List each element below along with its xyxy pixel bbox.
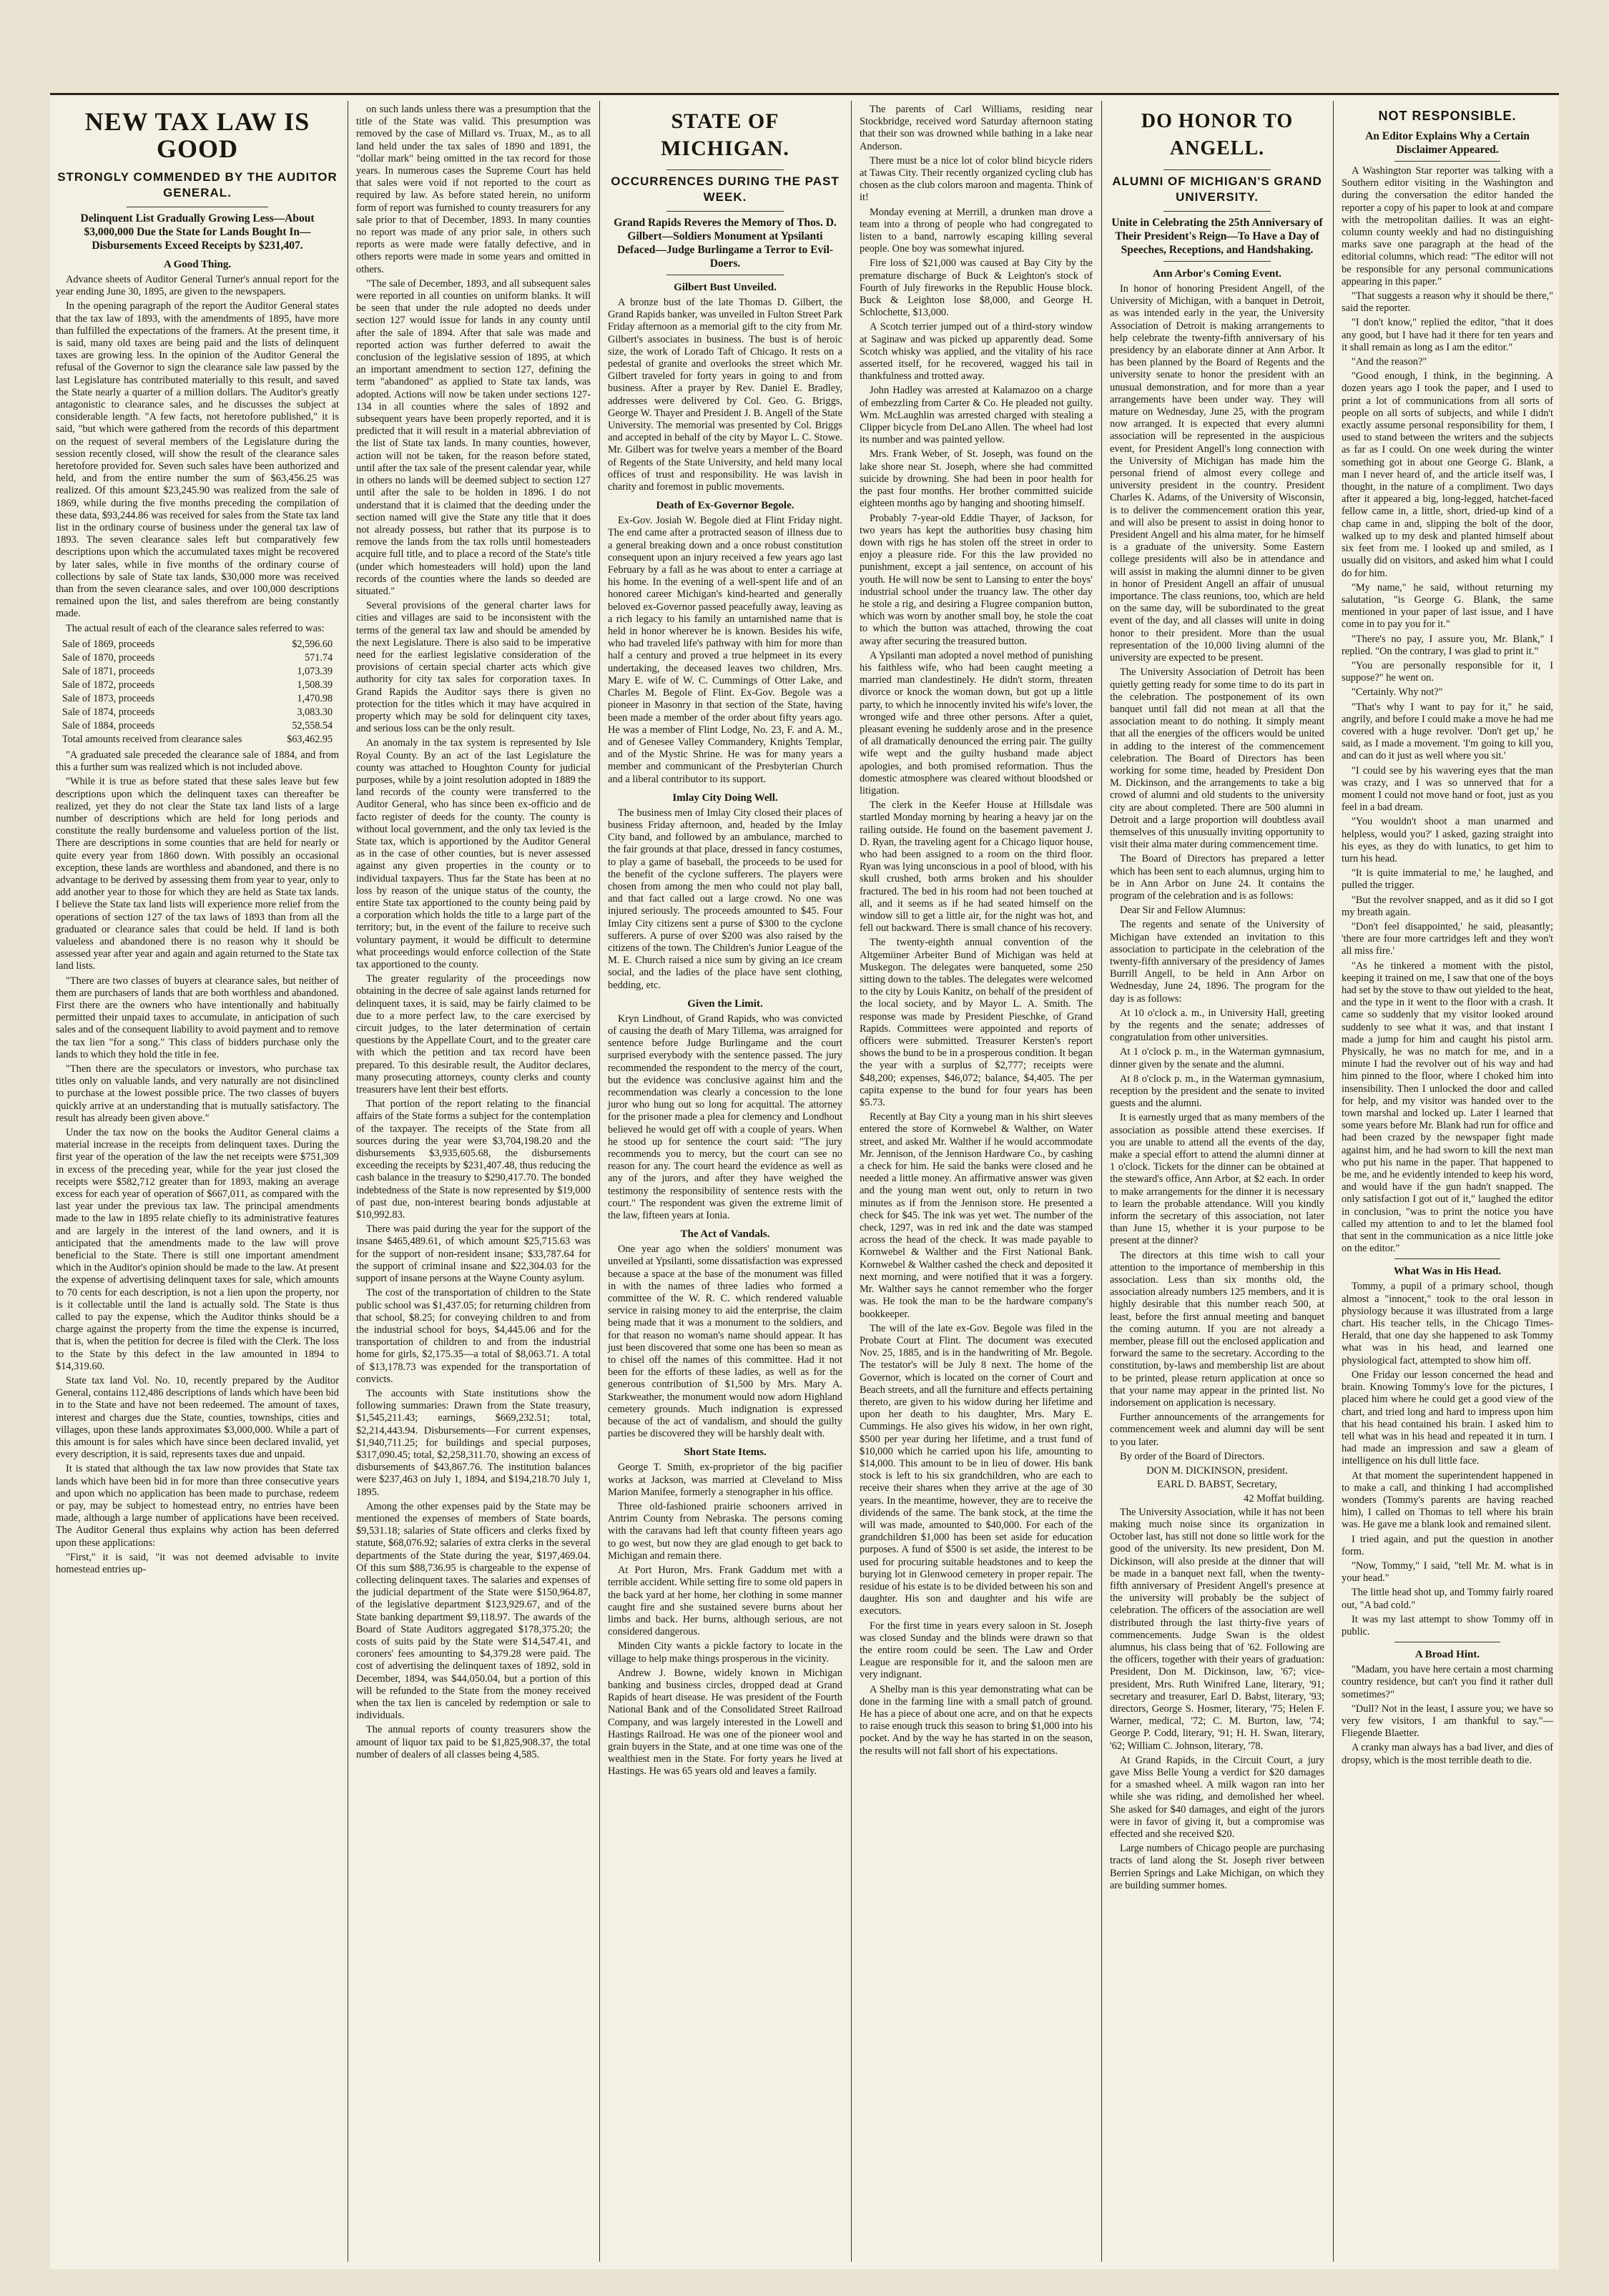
table-row (61, 692, 333, 706)
paragraph: The parents of Carl Williams, residing near Stockbridge, received word Saturday afternoon stating that their son was drowned while bathing in a lake near Anderson. (860, 104, 1093, 152)
paragraph: "I could see by his wavering eyes that the man was crazy, and I was so unnerved that for a moment I could not move hand or foot, just as you feel in a bad dream. (1342, 764, 1553, 814)
subdeck-not-responsible: An Editor Explains Why a Certain Disclaimer Appeared. (1365, 130, 1530, 156)
paragraph: The greater regularity of the proceedings now obtaining in the decree of sale against lands returned for delinquent taxes, it is said, may be fairly claimed to be due to a more perfect law, to the care exercised by circuit judges, to the later determination of certain questions by the Appellate Court, and to the greater care with which the petition and tax record have been prepared. To this desirable result, the Auditor declares, many prosecuting attorneys, county clerks and county treasurers have lent their best efforts. (356, 973, 591, 1096)
paragraph: By order of the Board of Directors. (1120, 1450, 1265, 1462)
section-title: A Good Thing. (163, 259, 232, 270)
deck-tax-law: STRONGLY COMMENDED BY THE AUDITOR GENERAL. (57, 170, 338, 199)
paragraph: A Shelby man is this year demonstrating what can be done in the farming line with a small patch of ground. He has a piece of about one acre, and on that he expects to raise enough truck this season to bring $1,000 into his pocket. And by the way he has started in on the season, the results will not fall short of his expectations. (860, 1683, 1093, 1757)
sale-label: Sale of 1872, proceeds (61, 679, 155, 691)
paragraph: The University Association of Detroit has been quietly getting ready for some time to do its part in the celebration. The postponement of its own banquet until fall did not mean at all that the association meant to do nothing. It simply meant that all the energies of the officers would be united in adding to the interest of the commencement celebration. The Board of Directors has been working for some time, headed by President Don M. Dickinson, and the arrangements to take a big crowd of alumni and old students to the university city are about completed. There are 500 alumni in Detroit and a large proportion will doubtless avail themselves of this unusually inviting opportunity to visit their alma mater during commencement time. (1110, 666, 1324, 851)
paragraph: "A graduated sale preceded the clearance sale of 1884, and from this a further sum was realized which is not included above. (56, 749, 339, 774)
column-rule (599, 101, 600, 2262)
paragraph: Minden City wants a pickle factory to locate in the village to help make things prosperous in the vicinity. (608, 1640, 842, 1665)
divider (1163, 169, 1271, 170)
paragraph: It is earnestly urged that as many members of the association as possible attend these exercises. If you are unable to attend all the events of the day, make a special effort to attend the alumni dinner at 1 o'clock. Tickets for the dinner can be obtained at the steward's office, Ann Arbor, at $2 each. In order to make arrangements for the dinner it is necessary to learn the probable attendance. Will you kindly inform the secretary of this association, not later than June 15, whether it is your purpose to be present at the dinner? (1110, 1112, 1324, 1247)
signature-secretary: EARL D. BABST, Secretary, (1157, 1479, 1277, 1491)
paragraph: One year ago when the soldiers' monument was unveiled at Ypsilanti, some dissatisfaction was expressed because a space at the base of the monument was filled in with the names of three ladies who formed a committee of the W. R. C. which rendered valuable service in raising money to aid the enterprise, the claim being made that it was a monument to the soldiers, and for that reason no woman's name should appear. It has just been discovered that some one has been so mean as to chisel off the names of this committee. Had it not been for the efforts of these ladies, as well as for the generous contribution of $1,500 by Mrs. Mary A. Starkweather, the monument would now adorn Highland cemetery grounds. Much indignation is expressed because of the act of vandalism, and should the guilty parties be discovered they will be harshly dealt with. (608, 1243, 842, 1440)
sale-label: Sale of 1874, proceeds (61, 706, 155, 718)
paragraph: At 10 o'clock a. m., in University Hall, greeting by the regents and the senate; addresses of congratulation from other universities. (1110, 1007, 1324, 1044)
sale-amount: 1,073.39 (297, 665, 333, 677)
sales-table (61, 638, 333, 747)
table-row (61, 719, 333, 733)
sale-amount: 52,558.54 (292, 719, 333, 731)
paragraph: The Board of Directors has prepared a letter which has been sent to each alumnus, urging him to be in Ann Arbor on June 24. It contains the program of the celebration and is as follows: (1110, 853, 1324, 902)
section-title: Imlay City Doing Well. (672, 792, 778, 804)
column-tax-law (50, 104, 345, 2262)
paragraph: Several provisions of the general charter laws for cities and villages are said to be inconsistent with the terms of the general tax law and should be amended by the next Legislature. There is also said to be imperative need for the earliest legislative consideration of the provisions of certain special charter acts which give authority for city tax sales for corporation taxes. In Grand Rapids the Auditor says there is given no protection for the titles which it may have acquired in property which may be sold for delinquent city taxes, and serious loss can be the only result. (356, 600, 591, 735)
section-title: Short State Items. (684, 1447, 767, 1459)
sale-label: Sale of 1873, proceeds (61, 692, 155, 704)
total-label: Total amounts received from clearance sales (61, 733, 242, 745)
paragraph: on such lands unless there was a presumption that the title of the State was valid. This presumption was removed by the case of Millard vs. Truax, M., as to all land held under the tax sales of 1890 and 1891, the "dollar mark" being omitted in the tax record for those years. In numerous cases the Supreme Court has held that sales were void if not reported to the court as required by law. As before stated herein, no uniform form of report was furnished to county treasurers for any sale prior to that of December, 1893. In many counties no report was made of any prior sale, in others such reports as were made were fatally defective, and in others reports were made in some years and omitted in others. (356, 104, 591, 275)
paragraph: "While it is true as before stated that these sales leave but few descriptions upon which the delinquent taxes can thereafter be realized, yet they do not clear the State tax land lists of a large number of descriptions which are held for long periods and constitute the really burdensome and valueless portion of the list. There are descriptions in some counties that are held for nearly or quite every year from 1860 down. With possibly an occasional exception, these lands are worthless and abandoned, and there is no advantage to be derived by assessing them from year to year, only to add another year to those for which they are held as State tax lands. I believe the State tax land lists will experience more relief from the operations of section 127 of the tax laws of 1893 than from all the graduated or clearance sales that could be held. If land is both valueless and abandoned there is no reason why it should be assessed year after year and again and again returned to the State tax land lists. (56, 776, 339, 972)
paragraph: An anomaly in the tax system is represented by Isle Royal County. By an act of the last Legislature the county was attached to Houghton County for judicial purposes, while by a joint resolution adopted in 1889 the land records of the county were transferred to the Auditor General, who has since been ex-officio and de facto register of deeds for the county. The county is without local government, and the only tax levied is the State tax, which is apportioned by the Auditor General as in the case of other counties, but is never assessed against any given properties in the county or to individual taxpayers. Thus far the State has been at no loss by reason of the unique status of the county, the entire State tax apportioned to the county being paid by a corporation which holds the title to a large part of the territory; but, in the event of the failure to receive such voluntary payment, it would be difficult to determine what proceedings would enforce collection of the State tax apportioned to the county. (356, 737, 591, 971)
section-title: Given the Limit. (687, 997, 763, 1010)
section-title: Ann Arbor's Coming Event. (1152, 268, 1282, 280)
paragraph: A bronze bust of the late Thomas D. Gilbert, the Grand Rapids banker, was unveiled in Fulton Street Park Friday afternoon as a memorial gift to the city from Mr. Gilbert's associates in business. The bust is of heroic size, the work of Lorado Taft of Chicago. It rests on a pedestal of granite and overlooks the street which Mr. Gilbert traveled for forty years in going to and from business. After a prayer by Rev. Daniel E. Bradley, addresses were delivered by Col. Geo. G. Briggs, George W. Thayer and President J. B. Angell of the State University. The memorial was presented by Col. Briggs and accepted in behalf of the city by Mayor L. C. Stowe. Mr. Gilbert was for twelve years a member of the Board of Regents of the State University, and held many local offices of trust and responsibility. He was lavish in charity and foremost in public movements. (608, 297, 842, 493)
headline-state-of-michigan: STATE OF MICHIGAN. (661, 109, 789, 160)
paragraph: At 8 o'clock p. m., in the Waterman gymnasium, reception by the president and the senate to invited guests and the alumni. (1110, 1073, 1324, 1110)
paragraph: A Ypsilanti man adopted a novel method of punishing his faithless wife, who had been caught meeting a married man clandestinely. He didn't storm, threaten divorce or knock the woman down, but got up a little party, to which he innocently invited his wife's lover, the wronged wife and three other persons. After a quiet, pleasant evening he suddenly arose and in the presence of all dramatically denounced the erring pair. The guilty wife wept and the guilty husband made abject apologies, and both promised reformation. Thus the domestic atmosphere was cleared without bloodshed or litigation. (860, 649, 1093, 797)
paragraph: Among the other expenses paid by the State may be mentioned the expenses of members of State boards, $9,531.18; salaries of State officers and clerks fixed by statute, $68,076.92; salaries of extra clerks in the several departments of the State during the year, $197,469.04. Of this sum $88,736.95 is chargeable to the expense of collecting delinquent taxes. The salaries and expenses of the judicial department of the State were $150,964.87, of the legislative department $123,929.67, and of the State banking department $9,118.97. The awards of the Board of State Auditors aggregated $178,375.20; the costs of suits paid by the State were $14,547.41, and coroners' fees amounting to $4,379.28 were paid. The cost of advertising the delinquent taxes of 1892, sold in December, 1894, was $44,050.04, but a portion of this will be refunded to the State from the money received when the tax lien is canceled by redemption or sale to individuals. (356, 1500, 591, 1722)
section-title: Gilbert Bust Unveiled. (674, 282, 777, 293)
paragraph: "There are two classes of buyers at clearance sales, but neither of them are purchasers of lands that are both worthless and abandoned. First there are the owners who have intentionally and habitually permitted their unpaid taxes to accumulate, in anticipation of such sales and of the consequent liability to avoid payment and to remove the tax lien "for a song." This class of bidders purchase only the lands to which they hold the title in fee. (56, 975, 339, 1060)
paragraph: The cost of the transportation of children to the State public school was $1,437.05; for returning children from that school, $8.25; for conveying children to and from the industrial school for boys, $4,445.06 and for the transportation of children to and from the industrial home for girls, $2,175.35—a total of $8,063.71. A total of $13,178.73 was expended for the transportation of convicts. (356, 1287, 591, 1385)
headline-tax-law: NEW TAX LAW IS GOOD (84, 107, 310, 163)
sale-amount: 1,470.98 (297, 692, 333, 704)
paragraph: "I don't know," replied the editor, "that it does any good, but I have had it there for ten years and it shall remain as long as I am the editor." (1342, 317, 1553, 353)
paragraph: At that moment the superintendent happened in to make a call, and thinking I had accomplished wonders (Tommy's parents are having reached him), I called on Thomas to tell where his brain was. He gave me a blank look and remained silent. (1342, 1469, 1553, 1531)
sale-label: Sale of 1869, proceeds (61, 638, 155, 650)
sale-label: Sale of 1884, proceeds (61, 719, 155, 731)
paragraph: Mrs. Frank Weber, of St. Joseph, was found on the lake shore near St. Joseph, where she had committed suicide by drowning. She had been in poor health for the past four months. Her brother committed suicide eighteen months ago by hanging and shooting himself. (860, 448, 1093, 510)
paragraph: The regents and senate of the University of Michigan have extended an invitation to this association to participate in the celebration of the twenty-fifth anniversary of the presidency of James Burrill Angell, to be held in Ann Arbor on Wednesday, June 24, 1896. The program for the day is as follows: (1110, 919, 1324, 1005)
paragraph: John Hadley was arrested at Kalamazoo on a charge of embezzling from Carter & Co. He pleaded not guilty. Wm. McLaughlin was arrested charged with stealing a Clipper bicycle from DeLano Allen. The wheel had lost its number and was painted yellow. (860, 385, 1093, 446)
paragraph: Kryn Lindhout, of Grand Rapids, who was convicted of causing the death of Mary Tillema, was arraigned for sentence before Judge Burlingame and the court surprised everybody with the sentence passed. The jury recommended the respondent to the mercy of the court, but the evidence was conclusive against him and the recommendation was clearly a concession to the lone juror who hung out so long for acquittal. The attorney for the prisoner made a plea for clemency and Londhout believed he would get off with a couple of years. When he stood up for sentence the court said: "The jury recommends you to mercy, but the court can see no reason for any. The court heard the evidence as well as any of the jurors, and after they have weighed the testimony the responsibility of sentence rests with the court." The respondent was given the extreme limit of the law, fifteen years at Ionia. (608, 1012, 842, 1222)
column-not-responsible (1336, 104, 1559, 2262)
paragraph: The annual reports of county treasurers show the amount of liquor tax paid to be $1,825,908.37, the total number of dealers of all classes being 4,585. (356, 1724, 591, 1760)
paragraph: "You wouldn't shoot a man unarmed and helpless, would you?' I asked, gazing straight into his eyes, as they do with lunatics, to get him to turn his head. (1342, 816, 1553, 864)
sale-amount: 3,083.30 (297, 706, 333, 718)
table-row (61, 638, 333, 651)
paragraph: The twenty-eighth annual convention of the Altgemiiner Arbeiter Bund of Michigan was held at Muskegon. The delegates were banqueted, some 250 sitting down to the tables. The delegates were welcomed to the city by Louis Kanitz, on behalf of the president of the local society, and by Mayor L. A. Smith. The response was made by President Pieschke, of Grand Rapids. Committees were appointed and reports of officers were submitted. Treasurer Kersten's report shows the bund to be in a prosperous condition. It began the year with a surplus of $2,777; receipts were $48,200; expenses, $46,072; balance, $4,405. The per capita expense to the bund for four years has been $5.73. (860, 937, 1093, 1109)
section-title: What Was in His Head. (1393, 1266, 1502, 1278)
sale-label: Sale of 1871, proceeds (61, 665, 155, 677)
table-row (61, 651, 333, 665)
paragraph: In the opening paragraph of the report the Auditor General states that the tax law of 1893, with the amendments of 1895, have more than fulfilled the expectations of the framers. At the present time, it is said, many old taxes are being paid and the lists of delinquent taxes are growing less. In the opinion of the Auditor General the refusal of the Governor to sign the clearance sale law passed by the last Legislature has contributed materially to this result, and saved the State nearly a quarter of a million dollars. The Auditor's greatly antagonistic to clearance sales, and he discusses the subject at considerable length. "A few facts, not heretofore published," it is said, "but which were gathered from the records of this department on the request of several members of the Legislature during the session recently closed, will show the result of the clearance sales heretofore provided for. Seven such sales have been authorized and held, and from the entire number the sum of $63,456.25 was realized. Of this amount $23,245.90 was realized from the sale of 1869, while during the five months preceding the compilation of these data, $93,244.86 was received for sales from the State tax land list in the ordinary course of business under the general tax law of 1893. The seven clearance sales left but comparatively few descriptions upon which the accumulated taxes might be recovered by later sales, while in five months of the ordinary course of collections by sale of State tax lands, $30,000 more was received than from the seven clearance sales, and over 100,000 descriptions remained upon the list, and sales therefrom are being constantly made. (56, 300, 339, 620)
column-tax-law-continued (350, 104, 596, 2262)
paragraph: Further announcements of the arrangements for commencement week and alumni day will be sent to you later. (1110, 1411, 1324, 1448)
headline-not-responsible: NOT RESPONSIBLE. (1378, 109, 1517, 123)
paragraph: "That suggests a reason why it should be there," said the reporter. (1342, 290, 1553, 315)
paragraph: The business men of Imlay City closed their places of business Friday afternoon, and, headed by the Imlay City band, and followed by an ambulance, marched to the fair grounds at that place, dressed in fancy costumes, to play a game of baseball, the proceeds to be used for the benefit of the cyclone sufferers. The players were chosen from among the men who could not play ball, and that fact called out a large crowd. No one was injured seriously. The proceeds amounted to $45. Four Imlay City citizens sent a purse of $300 to the cyclone sufferers. A purse of over $200 was also raised by the citizens of the town. The Children's Junior League of the M. E. Church raised a nice sum by giving an ice cream social, and the ladies of the place have sent clothing, bedding, etc. (608, 807, 842, 991)
sale-amount: $2,596.60 (292, 638, 333, 650)
sale-amount: 1,508.39 (297, 679, 333, 691)
paragraph: Probably 7-year-old Eddie Thayer, of Jackson, for two years has kept the authorities busy chasing him down with rigs he has stolen off the street in order to enjoy a pleasure ride. For this the law provided no punishment, except a jail sentence, on account of his youth. He will now be sent to Lansing to enter the boys' industrial school under the truancy law. The other day he stole a rig, and desiring a Flugree companion button, which was worn by another small boy, he stole the coat to which the button was attached, throwing the coat away after securing the treasured button. (860, 512, 1093, 647)
paragraph: "As he tinkered a moment with the pistol, keeping it trained on me, I saw that one of the boys had set by the stove to thaw out yielded to the heat, and the type in it went to the floor with a crash. It came so suddenly that my visitor looked around suddenly to see what it was, and that instant I made a jump for him and caught his pistol arm. Physically, he was no match for me, and in a minute I had the revolver out of his way and had him pinned to the floor, where I choked him into insensibility. Then I unlocked the door and called for help, and my visitor was handed over to the town marshal and locked up. Later I learned that some years before Mr. Blank had run for office and had been crazed by the newspaper fight made against him, and he had sworn to kill the next man who put his name in the paper. That happened to be me, and he evidently intended to keep his word, and would have if the gun hadn't snapped. The only satisfaction I got out of it," laughed the editor in conclusion, "was to print the notice you have called my attention to and to let the blamed fool that sent in the communication as a nice little joke on the editor." (1342, 960, 1553, 1255)
paragraph: "Good enough, I think, in the beginning. A dozen years ago I took the paper, and I used to print a lot of communications from all sorts of people on all sorts of subjects, and while I didn't exactly assume personal responsibility for them, I used to stand between the writers and the subjects as far as I could. On one week during the winter something got in about one George G. Blank, a man I never heard of, and the article itself was, I thought, in the nature of a compliment. Two days after it appeared a big, long-legged, hatchet-faced fellow came in, a little, short, dried-up kind of a chap came in and, slipping the bolt of the door, walked up to my desk and planted himself about six feet from me. I looked up and smiled, as I usually did on visitors, and asked him what I could do for him. (1342, 370, 1553, 579)
paragraph: "There's no pay, I assure you, Mr. Blank," I replied. "On the contrary, I was glad to print it." (1342, 633, 1553, 657)
paragraph: It is stated that although the tax law now provides that State tax lands which have been bid in for more than three consecutive years and upon which no application has been made to purchase, redeem or pay, may be subject to homestead entry, no entries have been made, although a large number of applications have been received. The Auditor General thus explains why action has been deferred upon these applications: (56, 1463, 339, 1549)
paragraph: The clerk in the Keefer House at Hillsdale was startled Monday morning by hearing a heavy jar on the railing outside. He found on the basement pavement J. D. Ryan, the traveling agent for a Chicago liquor house, who had been assigned to a room on the third floor. Ryan was lying unconscious in a pool of blood, with his skull crushed, both arms broken and his shoulder fractured. The bed in his room had not been touched at all, and it seems as if he had seated himself on the window sill to get a little air, for the night was hot, and fell out backward. There is small chance of his recovery. (860, 799, 1093, 935)
paragraph: Advance sheets of Auditor General Turner's annual report for the year ending June 30, 1895, are given to the newspapers. (56, 274, 339, 298)
subdeck-angell: Unite in Celebrating the 25th Anniversary of Their President's Reign—To Have a Day of Speeches, Receptions, and Handshaking. (1111, 217, 1323, 256)
paragraph: At 1 o'clock p. m., in the Waterman gymnasium, dinner given by the senate and the alumni. (1110, 1046, 1324, 1070)
total-amount: $63,462.95 (287, 733, 333, 745)
paragraph: The directors at this time wish to call your attention to the importance of membership in this association. Less than six months old, the association already numbers 125 members, and it is highly desirable that this number reach 500, at least, before the first annual meeting and banquet the coming autumn. If you are not already a member, please fill out the enclosed application and forward the same to the secretary. According to the constitution, by-laws and membership list are about to be printed, please return application at once so that your name may appear in the printed list. No indorsement on application is necessary. (1110, 1249, 1324, 1409)
section-title: A Broad Hint. (1414, 1649, 1480, 1661)
subdeck-state-of-michigan: Grand Rapids Reveres the Memory of Thos. D. Gilbert—Soldiers Monument at Ypsilanti Defaced—Judge Burlingame a Terror to Evil-Doers. (614, 217, 837, 270)
divider (1394, 1258, 1500, 1259)
paragraph: "Madam, you have here certain a most charming country residence, but can't you find it rather dull sometimes?" (1342, 1664, 1553, 1700)
column-state-of-michigan (602, 104, 848, 2262)
column-state-items (854, 104, 1098, 2262)
column-rule (1101, 101, 1102, 2262)
paragraph: "Then there are the speculators or investors, who purchase tax titles only on valuable lands, and very naturally are not disinclined to purchase at the lowest possible price. The two classes of buyers quickly arrive at an understanding that is mutually satisfactory. The result has already been given above." (56, 1063, 339, 1124)
paragraph: There must be a nice lot of color blind bicycle riders at Tawas City. Their recently organized cycling club has chosen as the club colors maroon and magenta. Think of it! (860, 154, 1093, 204)
paragraph: The actual result of each of the clearance sales referred to was: (66, 622, 325, 634)
paragraph: The University Association, while it has not been making much noise since its organization in October last, has still not done so little work for the good of the university. Its new president, Don M. Dickinson, will also preside at the dinner that will be made in a banquet next fall, when the twenty-fifth anniversary of President Angell's presence at the university will probably be the subject of celebration. The officers of the association are well distributed through the last thirty-five years of commencements. Judge Swan is the oldest alumnus, his class being that of '62. Following are the officers, together with their years of graduation: President, Don M. Dickinson, law, '67; vice-president, Mrs. Ruth Winifred Lane, literary, '91; secretary and treasurer, Earl D. Babst, literary, '93; directors, George S. Hosmer, literary, '75; Helen F. Warner, medical, '72; C. M. Burton, law, '74; George P. Codd, literary, '91; H. H. Swan, literary, '62; William C. Johnson, literary, '78. (1110, 1506, 1324, 1752)
paragraph: "And the reason?" (1352, 356, 1427, 368)
paragraph: It was my last attempt to show Tommy off in public. (1342, 1613, 1553, 1637)
headline-angell: DO HONOR TO ANGELL. (1141, 110, 1294, 159)
paragraph: "You are personally responsible for it, I suppose?" he went on. (1342, 659, 1553, 684)
paragraph: A Washington Star reporter was talking with a Southern editor visiting in the Washington and during the conversation the editor handed the reporter a copy of his paper to look at and compare with the metropolitan dailies. It was an eight-column county weekly and had no distinguishing marks save one paragraph at the head of the editorial columns, which read: "The editor will not be responsible for any personal communications appearing in this paper." (1342, 165, 1553, 287)
paragraph: At Port Huron, Mrs. Frank Gaddum met with a terrible accident. While setting fire to some old papers in the back yard at her home, her clothing in some manner caught fire and she sustained severe burns about her limbs and back. Her burns, although serious, are not considered dangerous. (608, 1565, 842, 1638)
paragraph: "It is quite immaterial to me,' he laughed, and pulled the trigger. (1342, 867, 1553, 892)
paragraph: Andrew J. Bowne, widely known in Michigan banking and business circles, dropped dead at Grand Rapids of heart disease. He was president of the Fourth National Bank and of the Consolidated Street Railroad Company, and was largely interested in the Lowell and Hastings Railroad. He was one of the pioneer wool and grain buyers in the State, and at one time was one of the wealthiest men in the State. For forty years he lived at Hastings. He was 65 years old and leaves a family. (608, 1667, 842, 1778)
paragraph: There was paid during the year for the support of the insane $465,489.61, of which amount $25,715.63 was for the support of non-resident insane; $33,787.64 for the support of criminal insane and $22,304.03 for the support of insane persons at the Wayne County asylum. (356, 1223, 591, 1285)
newspaper-page (50, 93, 1559, 2269)
paragraph: George T. Smith, ex-proprietor of the big pacifier works at Jackson, was married at Cleveland to Miss Marion Manifee, formerly a stenographer in his office. (608, 1462, 842, 1498)
paragraph: The little head shot up, and Tommy fairly roared out, "A bad cold." (1342, 1587, 1553, 1611)
sale-label: Sale of 1870, proceeds (61, 651, 155, 664)
paragraph: A Scotch terrier jumped out of a third-story window at Saginaw and was picked up apparently dead. Some Scotch whisky was applied, and the vitality of his race asserted itself, for he recovered, wagged his tail in thankfulness and trotted away. (860, 321, 1093, 383)
column-rule (851, 101, 852, 2262)
table-row (61, 665, 333, 679)
paragraph: Recently at Bay City a young man in his shirt sleeves entered the store of Kornwebel & Walther, on Water street, and asked Mr. Walther if he would accommodate Mr. Jennison, of the Jennison Hardware Co., by cashing a check for him. He said the banks were closed and he needed a little money. An affirmative answer was given and the young man went out, only to return in two minutes as if from the Jennison store. He presented a check for $45. The ink was yet wet. The number of the check, 1297, was in red ink and the date was stamped across the head of the check. It was made payable to Kornwebel & Walther and the First National Bank. Kornwebel & Walther cashed the check and deposited it next morning, and were notified that it was a forgery. Mr. Walther says he cannot remember who the forger was. He took the man to be the hardware company's bookkeeper. (860, 1111, 1093, 1320)
paragraph: "First," it is said, "it was not deemed advisable to invite homestead entries up- (56, 1551, 339, 1576)
signature-president: DON M. DICKINSON, president. (1146, 1465, 1288, 1477)
paragraph: Dear Sir and Fellow Alumnus: (1120, 905, 1246, 917)
table-row (61, 679, 333, 692)
section-title: Death of Ex-Governor Begole. (656, 500, 794, 512)
paragraph: At Grand Rapids, in the Circuit Court, a jury gave Miss Belle Young a verdict for $20 damages for a smashed wheel. A milk wagon ran into her while she was riding, and demolished her wheel. She asked for $40 damages, and eight of the jurors were in favor of giving it, but a compromise was effected and she received $20. (1110, 1754, 1324, 1840)
paragraph: The accounts with State institutions show the following summaries: Drawn from the State treasury, $1,545,211.43; earnings, $669,232.51; total, $2,214,443.94. Disbursements—For current expenses, $1,940,711.25; for buildings and special purposes, $317,090.45; total, $2,258,311.70, showing an excess of disbursements of $43,867.76. The institution balances were $237,463 on July 1, 1894, and $194,218.70 July 1, 1895. (356, 1387, 591, 1498)
column-angell (1104, 104, 1330, 2262)
deck-state-of-michigan: OCCURRENCES DURING THE PAST WEEK. (611, 174, 840, 204)
paragraph: Fire loss of $21,000 was caused at Bay City by the premature discharge of Buck & Leighton's stock of Fourth of July fireworks in the Republic House block. Buck & Leighton lose $8,000, and George H. Schlochette, $13,000. (860, 257, 1093, 319)
paragraph: In honor of honoring President Angell, of the University of Michigan, with a banquet in Detroit, as was intended early in the year, the University Association of Detroit is making arrangements to help celebrate the twenty-fifth anniversary of his presidency by an elaborate dinner at Ann Arbor. It has been planned by the Board of Regents and the university senate to honor the president with an unusual demonstration, and for more than a year arrangements have been under way. They will mature on Wednesday, June 25, with the program now arranged. It is expected that every alumni association will be represented in the auspicious event, for President Angell's long connection with the University of Michigan has made him the personal friend of almost every college and university president in the country. President Charles K. Adams, of the University of Wisconsin, is to deliver the commencement oration this year, and will also be present to assist in doing honor to President Angell and his alma mater, for he himself is a graduate of the university. Some Eastern college presidents will also be in attendance and will assist in making the alumni dinner to be given in honor of President Angell an affair of unusual importance. The class reunions, too, which are held on the same day, will be subordinated to the great event of the day, and all classes will unite in doing honor to their president. More than the usual representation of the 10,000 living alumni of the university are expected to be present. (1110, 283, 1324, 664)
paragraph: Tommy, a pupil of a primary school, though almost a "innocent," took to the oral lesson in physiology because it was illustrated from a large chart. His teacher tells, in the Chicago Times-Herald, that one day she happened to ask Tommy what was in his head, and learned one physiological fact, attempted to show him off. (1342, 1281, 1553, 1366)
paragraph: Three old-fashioned prairie schooners arrived in Antrim County from Nebraska. The persons coming with the caravans had left that county fifteen years ago to go west, but now they are glad enough to get back to Michigan and remain there. (608, 1501, 842, 1562)
signature-address: 42 Moffat building. (1244, 1492, 1324, 1504)
paragraph: For the first time in years every saloon in St. Joseph was closed Sunday and the blinds were drawn so that the entire room could be seen. The Law and Order League are responsible for it, and the saloon men are very indignant. (860, 1620, 1093, 1681)
paragraph: A cranky man always has a bad liver, and dies of dropsy, which is the most terrible death to die. (1342, 1742, 1553, 1766)
section-title: The Act of Vandals. (680, 1228, 770, 1241)
paragraph: That portion of the report relating to the financial affairs of the State forms a subject for the contemplation of the taxpayer. The receipts of the State from all sources during the year were $3,704,198.20 and the disbursements $3,935,605.68, the disbursements exceeding the receipts by $231,407.48, thus reducing the cash balance in the treasury to $290,417.70. The bonded indebtedness of the State is now represented by $19,000 of past due, non-interest bearing bonds adjustable at $10,992.83. (356, 1098, 591, 1221)
divider (1163, 261, 1271, 262)
paragraph: Under the tax now on the books the Auditor General claims a material increase in the receipts from delinquent taxes. During the first year of the operation of the law the net receipts were $751,309 in excess of the preceding year, while for the year just closed the receipts were $582,712 greater than for 1893, making an average excess for each year of operation of $667,011, as compared with the last year under the previous tax law. The principal amendments made to the law in 1895 relate chiefly to its administrative features and are largely in the interest of the land owners, and it is anticipated that the amendments made to the law will prove beneficial to the State. There is still one important amendment which in the Auditor's opinion should be made to the law. At present the expense of advertising delinquent taxes for sale, which amounts to 70 cents for each description, is not a lien upon the property, nor is it collectable until the land is actually sold. The State is thus called to pay the expense, which the Auditor thinks should be a charge against the property from the time the expense is incurred, that is, when the petition for decree is filed with the Clerk. The loss to the State by this defect in the law amounted in 1894 to $14,319.60. (56, 1126, 339, 1372)
divider (1163, 211, 1271, 212)
subdeck-tax-law: Delinquent List Gradually Growing Less—About $3,000,000 Due the State for Lands Bought In—Disbursements Exceed Receipts by $231,407. (80, 212, 315, 252)
divider (1394, 161, 1500, 162)
paragraph: "My name," he said, without returning my salutation, "is George G. Blank, the same mentioned in your paper of last issue, and I have come in to pay you for it." (1342, 581, 1553, 631)
column-rule (1333, 101, 1334, 2262)
table-row-total (61, 733, 333, 747)
paragraph: The will of the late ex-Gov. Begole was filed in the Probate Court at Flint. The document was executed Nov. 25, 1885, and is in the handwriting of Mr. Begole. The testator's will be July 8 next. The home of the Governor, which is located on the corner of Court and Beach streets, and all the furniture and effects pertaining thereto, are given to his widow during her lifetime and upon her death to his daughter, Mrs. Mary E. Cummings. He also gives his widow, in her own right, $500 per year during her lifetime, and a trust fund of $10,000 which he carried upon his life, amounting to $14,000. This amount to be in lieu of dower. His bank stock is left to his six grandchildren, who are each to receive their shares when they arrive at the age of 30 years. In the meantime, however, they are to receive the dividends of the same. The bank stock, at the time the will was made, amounted to $40,000. For each of the grandchildren $1,000 has been set aside for education purposes. A fund of $500 is set aside, the interest to be used for procuring suitable headstones and to keep the burying lot in Glenwood cemetery in proper repair. The residue of his estate is to be divided between his son and daughter. His son and daughter and his wife are executors. (860, 1322, 1093, 1617)
paragraph: "That's why I want to pay for it," he said, angrily, and before I could make a move he had me covered with a huge revolver. 'Don't get up,' he said, as I made a movement. 'I'm going to kill you, and can do it just as well where you sit.' (1342, 701, 1553, 762)
paragraph: One Friday our lesson concerned the head and brain. Knowing Tommy's love for the pictures, I placed him where he could get a good view of the chart, and tried long and hard to impress upon him that his head contained his brain. I asked him to tell what was in his head and repeated it in turn. I had made an impression and saw a gleam of intelligence on his dull little face. (1342, 1369, 1553, 1467)
sale-amount: 571.74 (305, 651, 333, 664)
paragraph: "Certainly. Why not?" (1352, 686, 1443, 699)
paragraph: "Don't feel disappointed,' he said, pleasantly; 'there are four more cartridges left and they won't all miss fire.' (1342, 920, 1553, 957)
paragraph: "Now, Tommy," I said, "tell Mr. M. what is in your head." (1342, 1560, 1553, 1585)
paragraph: I tried again, and put the question in another form. (1342, 1533, 1553, 1557)
paragraph: Ex-Gov. Josiah W. Begole died at Flint Friday night. The end came after a protracted season of illness due to a general breaking down and a once robust constitution consequent upon an injury received a few years ago last February by a fall as he was about to enter a carriage at his home. In the evening of a well-spent life and of an honored career Michigan's kind-hearted and generally beloved ex-Governor passed peacefully away, leaving as a rich legacy to his family an untarnished name that is held in honor wherever he is known. Besides his wife, who had traveled life's pathway with him for more than half a century and proved a true helpmeet in its every undertaking, the deceased leaves two children, Mrs. Mary E. wife of W. C. Cummings of Otter Lake, and Charles M. Begole of Flint. Ex-Gov. Begole was a pioneer in Masonry in that section of the State, having been made a member of the order about fifty years ago. He was a member of Flint Lodge, No. 23, F. and A. M., and of Genesee Valley Commandery, Knights Templar, and of the Mystic Shrine. He was for many years a member and communicant of the Presbyterian Church and a liberal contributor to its support. (608, 515, 842, 785)
divider (666, 211, 784, 212)
divider (666, 169, 784, 170)
paragraph: "Dull? Not in the least, I assure you; we have so very few visitors, I am thankful to say."—Fliegende Blaetter. (1342, 1703, 1553, 1740)
deck-angell: ALUMNI OF MICHIGAN'S GRAND UNIVERSITY. (1112, 174, 1322, 204)
paragraph: State tax land Vol. No. 10, recently prepared by the Auditor General, contains 112,486 descriptions of lands which have been bid in to the State and have not been redeemed. The amount of taxes, interest and charges due the State, counties, townships, cities and villages, upon these lands approximates $3,000,000. While a part of this amount is for sales which have since been declared invalid, yet every description, it is said, represents taxes due and unpaid. (56, 1375, 339, 1461)
paragraph: "The sale of December, 1893, and all subsequent sales were reported in all counties on uniform blanks. It will be seen that under the rule adopted no deeds under section 127 would issue for lands in any county until after the sale of 1894. After that sale was made and reported action was further deferred to await the conclusion of the legislative session of 1895, at which an important amendment to section 127, defining the term "abandoned" as applied to State tax lands, was adopted. Actions will now be taken under sections 127-134 in all counties where the sales of 1892 and subsequent years have been properly reported, and it is predicted that it will result in a material abbreviation of the list of State tax lands. In many counties, however, action will not be taken, for the reason before stated, until after the tax sale of the present calendar year, while in others no lands will be deemed subject to section 127 until after the sale to be holden in 1896. I do not understand that it is claimed that the deeding under the section named will give the State any title that it does not already possess, but rather that its purpose is to remove the lands from the tax rolls until homesteaders acquire full title, and to place a record of the State's title (under which homesteaders will hold) upon the land records of the counties where the lands so deeded are situated." (356, 277, 591, 597)
paragraph: Monday evening at Merrill, a drunken man drove a team into a throng of people who had congregated to listen to a band, narrowly escaping killing several people. One boy was somewhat injured. (860, 206, 1093, 255)
paragraph: Large numbers of Chicago people are purchasing tracts of land along the St. Joseph river between Berrien Springs and Lake Michigan, on which they are building summer homes. (1110, 1843, 1324, 1891)
table-row (61, 706, 333, 719)
paragraph: "But the revolver snapped, and as it did so I got my breath again. (1342, 894, 1553, 918)
